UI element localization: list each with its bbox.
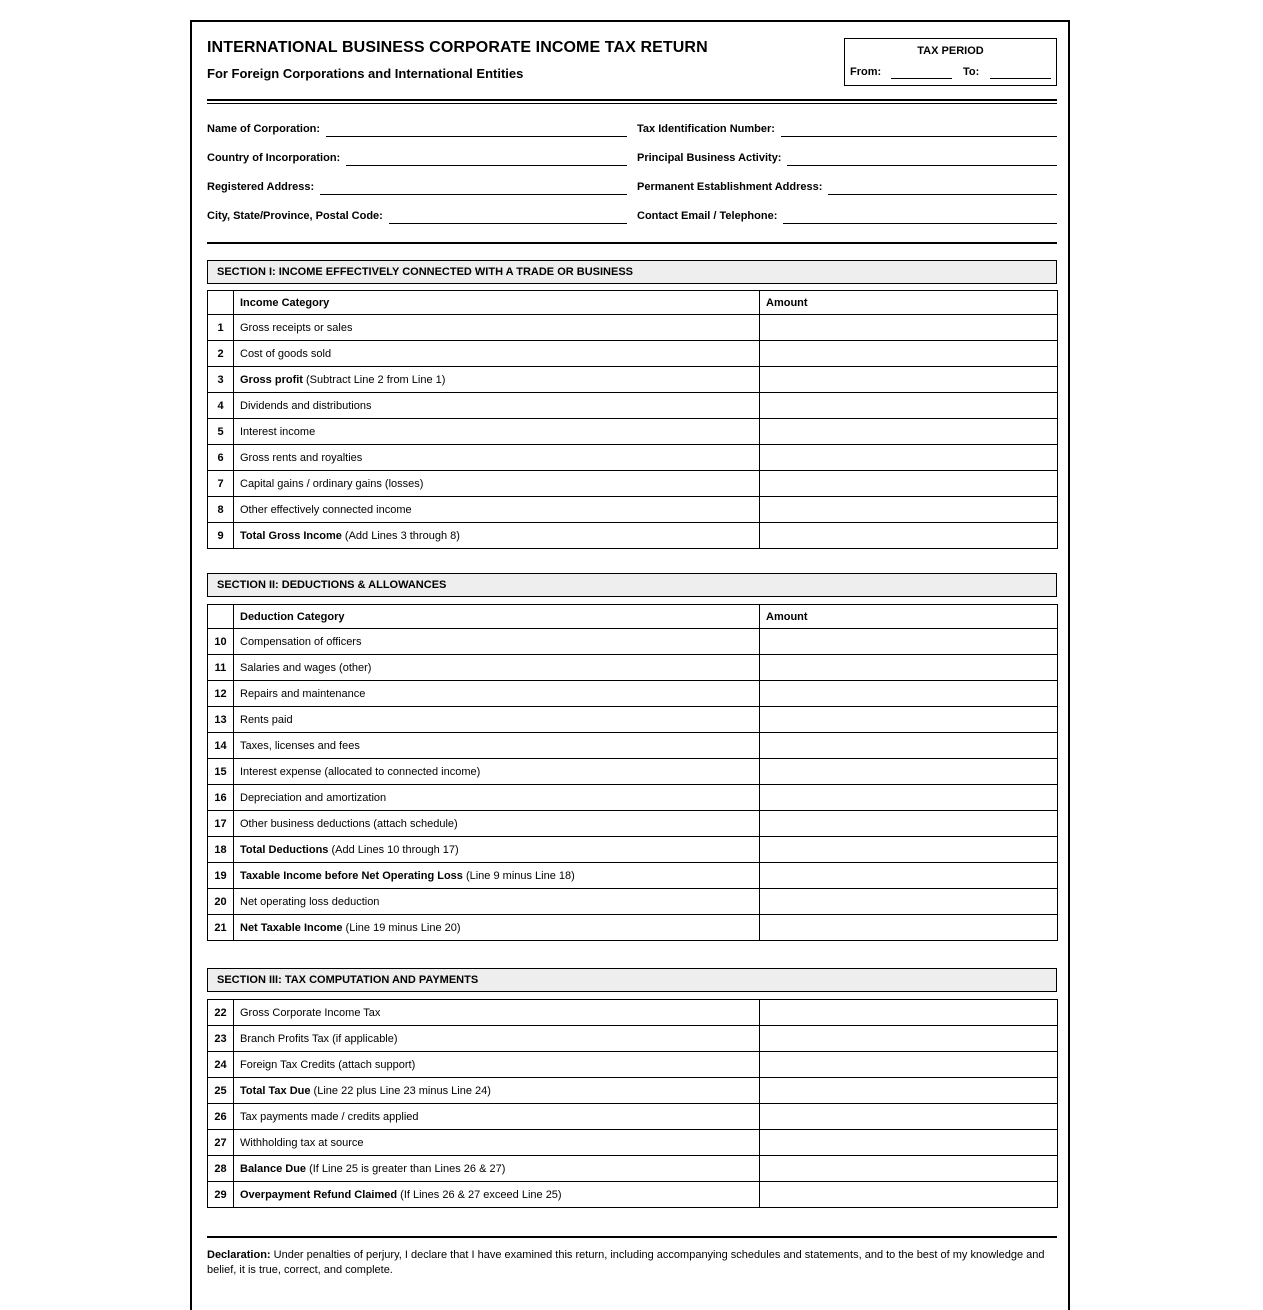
line-description-bold: Gross profit — [240, 373, 303, 386]
line-description — [234, 1000, 760, 1026]
amount-field[interactable] — [760, 315, 1058, 341]
establishment-address-row — [637, 175, 1057, 195]
section-3-header: SECTION III: TAX COMPUTATION AND PAYMENTS — [207, 968, 1057, 992]
line-number: 28 — [208, 1156, 234, 1182]
establishment-address-field[interactable] — [828, 176, 1057, 195]
line-description-text: Capital gains / ordinary gains (losses) — [240, 477, 424, 490]
table-row — [208, 733, 1058, 759]
table-row — [208, 863, 1058, 889]
tax-period-to-label: To: — [963, 66, 980, 78]
amount-field[interactable] — [760, 655, 1058, 681]
amount-field[interactable] — [760, 733, 1058, 759]
corporation-name-row — [207, 117, 627, 137]
line-description-text: Other business deductions (attach schedule) — [240, 817, 458, 830]
table-row — [208, 837, 1058, 863]
line-description-text: Gross Corporate Income Tax — [240, 1006, 381, 1019]
line-description — [234, 733, 760, 759]
line-number: 12 — [208, 681, 234, 707]
line-description — [234, 759, 760, 785]
establishment-address-label: Permanent Establishment Address: — [637, 181, 823, 193]
registered-address-label: Registered Address: — [207, 181, 315, 193]
amount-field[interactable] — [760, 915, 1058, 941]
line-description — [234, 523, 760, 549]
line-number-header — [208, 291, 234, 315]
table-row — [208, 707, 1058, 733]
line-description — [234, 811, 760, 837]
line-description-bold: Total Deductions — [240, 843, 329, 856]
line-number: 17 — [208, 811, 234, 837]
line-description-text: Interest income — [240, 425, 316, 438]
table-row — [208, 1026, 1058, 1052]
amount-field[interactable] — [760, 393, 1058, 419]
table-row — [208, 629, 1058, 655]
amount-field[interactable] — [760, 367, 1058, 393]
line-number: 2 — [208, 341, 234, 367]
line-description-text: (If Line 25 is greater than Lines 26 & 27) — [306, 1162, 506, 1175]
income-table — [207, 290, 1058, 549]
line-number: 11 — [208, 655, 234, 681]
line-description-bold: Taxable Income before Net Operating Loss — [240, 869, 463, 882]
deduction-table-header — [208, 605, 1058, 629]
country-of-incorporation-row — [207, 146, 627, 166]
line-number: 25 — [208, 1078, 234, 1104]
amount-field[interactable] — [760, 681, 1058, 707]
line-description — [234, 497, 760, 523]
amount-field[interactable] — [760, 341, 1058, 367]
tax-id-field[interactable] — [781, 118, 1057, 137]
line-number: 6 — [208, 445, 234, 471]
line-number: 21 — [208, 915, 234, 941]
tax-period-from-field[interactable] — [891, 78, 952, 79]
line-description-bold: Total Gross Income — [240, 529, 342, 542]
line-description-text: Dividends and distributions — [240, 399, 372, 412]
tax-computation-table — [207, 999, 1058, 1208]
table-row — [208, 785, 1058, 811]
amount-field[interactable] — [760, 523, 1058, 549]
line-description-bold: Balance Due — [240, 1162, 307, 1175]
line-description-text: Cost of goods sold — [240, 347, 332, 360]
line-description-text: Branch Profits Tax (if applicable) — [240, 1032, 398, 1045]
table-row — [208, 341, 1058, 367]
line-number: 23 — [208, 1026, 234, 1052]
line-description — [234, 445, 760, 471]
table-row — [208, 445, 1058, 471]
line-number: 7 — [208, 471, 234, 497]
table-row — [208, 1000, 1058, 1026]
amount-field[interactable] — [760, 445, 1058, 471]
line-description-text: Gross rents and royalties — [240, 451, 363, 464]
city-postal-row — [207, 204, 627, 224]
amount-header: Amount — [760, 291, 1058, 315]
line-description-text: (If Lines 26 & 27 exceed Line 25) — [397, 1188, 562, 1201]
table-row — [208, 915, 1058, 941]
line-description — [234, 1104, 760, 1130]
form-title: INTERNATIONAL BUSINESS CORPORATE INCOME TAX RETURN — [207, 39, 708, 56]
business-activity-row — [637, 146, 1057, 166]
line-description — [234, 1078, 760, 1104]
line-description-bold: Overpayment Refund Claimed — [240, 1188, 398, 1201]
tax-period-box — [844, 38, 1057, 86]
line-description-text: Salaries and wages (other) — [240, 661, 372, 674]
tax-form-page — [190, 20, 1070, 1310]
deduction-table — [207, 604, 1058, 941]
income-category-header: Income Category — [234, 291, 760, 315]
table-row — [208, 1104, 1058, 1130]
corporation-name-label: Name of Corporation: — [207, 123, 321, 135]
table-row — [208, 759, 1058, 785]
line-number: 18 — [208, 837, 234, 863]
amount-field[interactable] — [760, 863, 1058, 889]
line-description — [234, 1156, 760, 1182]
city-postal-label: City, State/Province, Postal Code: — [207, 210, 383, 222]
line-description-text: (Add Lines 10 through 17) — [328, 843, 459, 856]
income-table-header — [208, 291, 1058, 315]
amount-field[interactable] — [760, 889, 1058, 915]
line-number: 5 — [208, 419, 234, 445]
line-number: 19 — [208, 863, 234, 889]
table-row — [208, 523, 1058, 549]
business-activity-label: Principal Business Activity: — [637, 152, 782, 164]
line-description-text: Interest expense (allocated to connected income) — [240, 765, 481, 778]
contact-label: Contact Email / Telephone: — [637, 210, 778, 222]
line-description-text: (Line 22 plus Line 23 minus Line 24) — [310, 1084, 491, 1097]
declaration-body: Under penalties of perjury, I declare that I have examined this return, including accompanying schedules and statements, and to the best of my knowledge and belief, it is true, correct, and complete. — [207, 1249, 1045, 1276]
amount-field[interactable] — [760, 1000, 1058, 1026]
table-row — [208, 471, 1058, 497]
header-divider — [207, 99, 1057, 104]
line-description — [234, 1130, 760, 1156]
line-number: 13 — [208, 707, 234, 733]
line-description-text: Gross receipts or sales — [240, 321, 353, 334]
declaration-text — [207, 1248, 1057, 1278]
table-row — [208, 1182, 1058, 1208]
section-1-header: SECTION I: INCOME EFFECTIVELY CONNECTED WITH A TRADE OR BUSINESS — [207, 260, 1057, 284]
line-number: 14 — [208, 733, 234, 759]
line-description — [234, 837, 760, 863]
line-number: 29 — [208, 1182, 234, 1208]
line-number: 4 — [208, 393, 234, 419]
table-row — [208, 681, 1058, 707]
line-description-text: Repairs and maintenance — [240, 687, 366, 700]
line-description — [234, 471, 760, 497]
line-description — [234, 681, 760, 707]
contact-row — [637, 204, 1057, 224]
line-description-bold: Net Taxable Income — [240, 921, 343, 934]
table-row — [208, 1156, 1058, 1182]
contact-field[interactable] — [783, 205, 1057, 224]
fields-divider — [207, 242, 1057, 244]
line-description — [234, 1052, 760, 1078]
line-number: 15 — [208, 759, 234, 785]
tax-id-label: Tax Identification Number: — [637, 123, 775, 135]
line-description — [234, 315, 760, 341]
line-description — [234, 889, 760, 915]
declaration-label: Declaration: — [207, 1249, 271, 1261]
line-description-text: (Line 19 minus Line 20) — [342, 921, 461, 934]
amount-field[interactable] — [760, 1052, 1058, 1078]
line-description — [234, 341, 760, 367]
line-description — [234, 863, 760, 889]
line-description — [234, 629, 760, 655]
amount-field[interactable] — [760, 1026, 1058, 1052]
amount-field[interactable] — [760, 811, 1058, 837]
line-description-text: Other effectively connected income — [240, 503, 412, 516]
table-row — [208, 419, 1058, 445]
line-description — [234, 915, 760, 941]
table-row — [208, 393, 1058, 419]
table-row — [208, 1078, 1058, 1104]
amount-field[interactable] — [760, 497, 1058, 523]
country-of-incorporation-label: Country of Incorporation: — [207, 152, 341, 164]
line-description-text: (Subtract Line 2 from Line 1) — [302, 373, 446, 386]
table-row — [208, 367, 1058, 393]
amount-field[interactable] — [760, 837, 1058, 863]
tax-period-title: TAX PERIOD — [917, 45, 984, 57]
line-number-header — [208, 605, 234, 629]
table-row — [208, 655, 1058, 681]
line-description-text: Compensation of officers — [240, 635, 362, 648]
line-number: 22 — [208, 1000, 234, 1026]
business-activity-field[interactable] — [787, 147, 1057, 166]
line-description — [234, 393, 760, 419]
registered-address-field[interactable] — [320, 176, 627, 195]
deduction-category-header: Deduction Category — [234, 605, 760, 629]
line-number: 20 — [208, 889, 234, 915]
form-subtitle: For Foreign Corporations and International Entities — [207, 66, 524, 81]
line-description — [234, 655, 760, 681]
amount-field[interactable] — [760, 1104, 1058, 1130]
line-description-text: Net operating loss deduction — [240, 895, 380, 908]
line-description — [234, 1026, 760, 1052]
amount-field[interactable] — [760, 471, 1058, 497]
tax-period-from-label: From: — [850, 66, 882, 78]
line-number: 1 — [208, 315, 234, 341]
country-of-incorporation-field[interactable] — [346, 147, 627, 166]
declaration-divider — [207, 1236, 1057, 1238]
amount-field[interactable] — [760, 1130, 1058, 1156]
line-description-text: Withholding tax at source — [240, 1136, 364, 1149]
line-description — [234, 785, 760, 811]
table-row — [208, 1052, 1058, 1078]
line-number: 27 — [208, 1130, 234, 1156]
city-postal-field[interactable] — [389, 205, 627, 224]
line-description-text: Foreign Tax Credits (attach support) — [240, 1058, 416, 1071]
line-description-text: (Line 9 minus Line 18) — [462, 869, 575, 882]
table-row — [208, 497, 1058, 523]
amount-field[interactable] — [760, 759, 1058, 785]
line-number: 10 — [208, 629, 234, 655]
tax-period-to-field[interactable] — [990, 78, 1051, 79]
line-number: 16 — [208, 785, 234, 811]
amount-field[interactable] — [760, 629, 1058, 655]
table-row — [208, 811, 1058, 837]
amount-field[interactable] — [760, 707, 1058, 733]
table-row — [208, 1130, 1058, 1156]
line-number: 8 — [208, 497, 234, 523]
amount-field[interactable] — [760, 1156, 1058, 1182]
amount-header: Amount — [760, 605, 1058, 629]
registered-address-row — [207, 175, 627, 195]
line-number: 24 — [208, 1052, 234, 1078]
line-description-text: (Add Lines 3 through 8) — [341, 529, 460, 542]
amount-field[interactable] — [760, 1182, 1058, 1208]
line-description — [234, 419, 760, 445]
line-number: 9 — [208, 523, 234, 549]
amount-field[interactable] — [760, 419, 1058, 445]
corporation-name-field[interactable] — [326, 118, 627, 137]
line-number: 26 — [208, 1104, 234, 1130]
line-description-text: Depreciation and amortization — [240, 791, 387, 804]
line-description-text: Taxes, licenses and fees — [240, 739, 360, 752]
line-description — [234, 367, 760, 393]
section-2-header: SECTION II: DEDUCTIONS & ALLOWANCES — [207, 573, 1057, 597]
line-description — [234, 707, 760, 733]
line-description-text: Rents paid — [240, 713, 293, 726]
table-row — [208, 315, 1058, 341]
line-description-bold: Total Tax Due — [240, 1084, 311, 1097]
table-row — [208, 889, 1058, 915]
amount-field[interactable] — [760, 785, 1058, 811]
amount-field[interactable] — [760, 1078, 1058, 1104]
line-description — [234, 1182, 760, 1208]
line-number: 3 — [208, 367, 234, 393]
tax-id-row — [637, 117, 1057, 137]
line-description-text: Tax payments made / credits applied — [240, 1110, 419, 1123]
